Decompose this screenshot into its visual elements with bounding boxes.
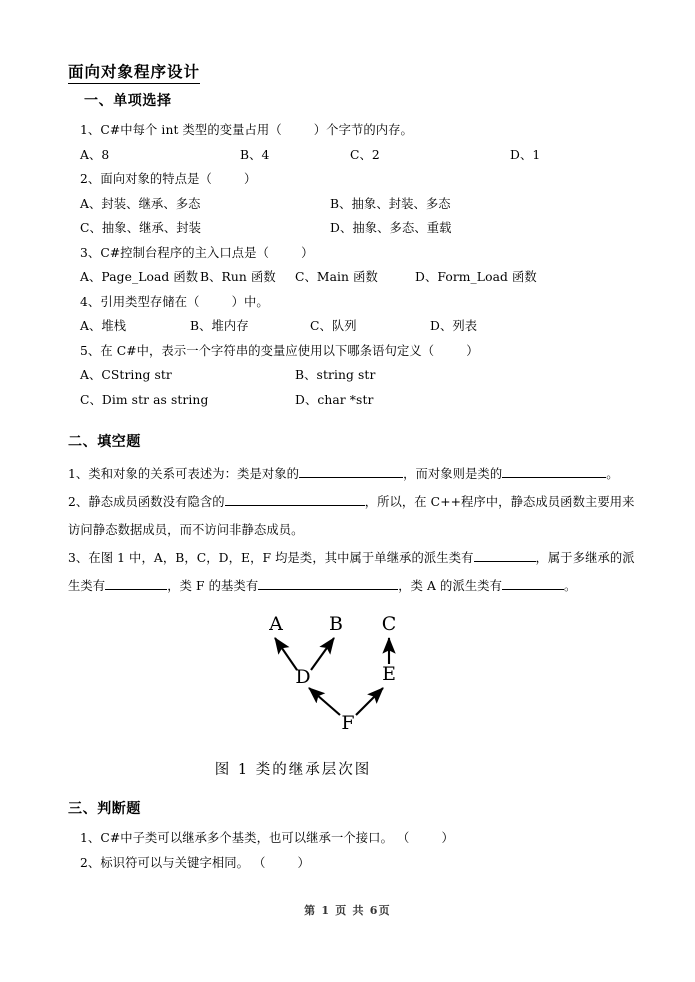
section-heading-1: 一、单项选择 [84, 92, 172, 109]
diagram-node-d: D [295, 665, 311, 688]
question-stem: 1、C#中每个 int 类型的变量占用（ ）个字节的内存。 [80, 123, 413, 138]
section-heading-2: 二、填空题 [68, 434, 141, 451]
blank-field[interactable] [225, 505, 365, 506]
option-d[interactable]: D、列表 [430, 319, 478, 334]
option-row [68, 265, 638, 290]
page-footer: 第 1 页 共 6页 [304, 904, 391, 917]
fill-question-1 [68, 460, 638, 488]
inheritance-diagram [68, 602, 638, 752]
option-d[interactable]: D、char *str [295, 392, 374, 407]
question-stem: 5、在 C#中，表示一个字符串的变量应使用以下哪条语句定义（ ） [80, 343, 479, 358]
option-d[interactable]: D、Form_Load 函数 [415, 270, 537, 285]
page-title: 面向对象程序设计 [68, 63, 200, 84]
option-d[interactable]: D、1 [510, 147, 541, 162]
option-row [68, 388, 638, 413]
fill-text: ，所以，在 C++程序中，静态成员函数主要用来访问静态数据成员，而不访问非静态成员。 [68, 494, 635, 537]
blank-field[interactable] [299, 477, 403, 478]
fill-text: ，而对象则是类的 [403, 466, 503, 481]
fill-text: ，属于多继承的派生类有 [68, 550, 635, 593]
diagram-node-b: B [329, 612, 343, 635]
question-stem: 3、C#控制台程序的主入口点是（ ） [80, 245, 314, 260]
blank-field[interactable] [474, 561, 536, 562]
option-row [68, 216, 638, 241]
fill-text: 。 [564, 578, 577, 593]
option-b[interactable]: B、堆内存 [190, 319, 249, 334]
option-b[interactable]: B、string str [295, 368, 376, 383]
option-a[interactable]: A、8 [80, 147, 110, 162]
blank-field[interactable] [258, 589, 398, 590]
inheritance-diagram-svg [68, 602, 638, 752]
diagram-node-f: F [341, 711, 355, 734]
option-b[interactable]: B、抽象、封装、多态 [330, 196, 451, 211]
fill-text: ，类 F 的基类有 [167, 578, 259, 593]
tf-question-2: 2、标识符可以与关键字相同。 （ ） [80, 855, 310, 870]
option-c[interactable]: C、抽象、继承、封装 [80, 221, 202, 236]
option-c[interactable]: C、2 [350, 147, 380, 162]
diagram-node-e: E [382, 662, 396, 685]
option-row [68, 192, 638, 217]
document-content [68, 62, 638, 875]
question-stem: 4、引用类型存储在（ ）中。 [80, 294, 269, 309]
tf-question-1: 1、C#中子类可以继承多个基类，也可以继承一个接口。 （ ） [80, 831, 454, 846]
question-stem: 2、面向对象的特点是（ ） [80, 172, 257, 187]
fill-text: 。 [606, 466, 619, 481]
option-c[interactable]: C、队列 [310, 319, 357, 334]
option-c[interactable]: C、Main 函数 [295, 270, 378, 285]
blank-field[interactable] [502, 477, 606, 478]
blank-field[interactable] [502, 589, 564, 590]
option-c[interactable]: C、Dim str as string [80, 392, 209, 407]
fill-question-3 [68, 544, 638, 600]
fill-text: 2、静态成员函数没有隐含的 [68, 494, 225, 509]
edge-f-to-e [356, 688, 383, 715]
fill-text: ，类 A 的派生类有 [398, 578, 503, 593]
option-a[interactable]: A、CString str [80, 368, 172, 383]
option-b[interactable]: B、4 [240, 147, 270, 162]
diagram-node-a: A [269, 612, 283, 635]
option-b[interactable]: B、Run 函数 [200, 270, 276, 285]
option-a[interactable]: A、堆栈 [80, 319, 127, 334]
edge-f-to-d [309, 688, 340, 715]
option-row [68, 363, 638, 388]
fill-text: 3、在图 1 中，A，B，C，D，E，F 均是类，其中属于单继承的派生类有 [68, 550, 474, 565]
option-a[interactable]: A、封装、继承、多态 [80, 196, 201, 211]
option-a[interactable]: A、Page_Load 函数 [80, 270, 199, 285]
option-d[interactable]: D、抽象、多态、重载 [330, 221, 452, 236]
fill-text: 1、类和对象的关系可表述为：类是对象的 [68, 466, 300, 481]
edge-d-to-a [275, 638, 297, 670]
blank-field[interactable] [105, 589, 167, 590]
edge-d-to-b [311, 638, 334, 670]
fill-question-2 [68, 488, 638, 544]
figure-caption: 图 1 类的继承层次图 [214, 761, 372, 778]
option-row [68, 314, 638, 339]
option-row [68, 143, 638, 168]
diagram-node-c: C [381, 612, 397, 635]
section-heading-3: 三、判断题 [68, 800, 141, 817]
